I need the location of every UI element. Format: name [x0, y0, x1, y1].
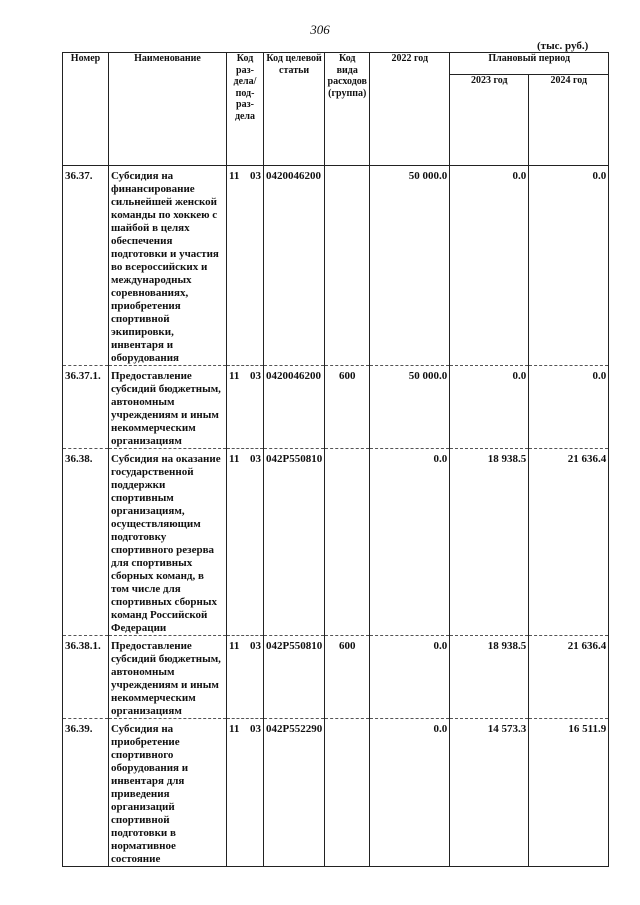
row-amount-2023: 14 573.3 — [450, 719, 529, 867]
row-amount-2024: 16 511.9 — [529, 719, 609, 867]
row-amount-2022: 0.0 — [370, 636, 450, 719]
row-subsection: 03 — [250, 370, 261, 382]
row-subsection: 03 — [250, 170, 261, 182]
row-section-code — [227, 166, 264, 366]
row-subsection: 03 — [250, 640, 261, 652]
table-row — [63, 366, 609, 449]
table-body — [63, 166, 609, 867]
row-target-code: 0420046200 — [264, 166, 325, 366]
row-name: Субсидия на финансирование сильнейшей женской команды по хоккею с шайбой в целях обеспечения подготовки и участия во всероссийских и международных соревнованиях, приобретения спортивной экипировки, инвентаря и оборудования — [109, 166, 227, 366]
units-label: (тыс. руб.) — [537, 40, 589, 52]
row-target-code: 042P552290 — [264, 719, 325, 867]
row-section-code — [227, 366, 264, 449]
budget-table — [62, 52, 609, 867]
row-target-code: 042P550810 — [264, 636, 325, 719]
table-row — [63, 166, 609, 366]
header-year-2023: 2023 год — [450, 75, 529, 166]
row-amount-2024: 21 636.4 — [529, 449, 609, 636]
page-number: 306 — [310, 22, 330, 37]
header-planning-period: Плановый период — [450, 53, 609, 75]
table-row — [63, 719, 609, 867]
row-amount-2023: 0.0 — [450, 166, 529, 366]
row-name: Субсидия на приобретение спортивного оборудования и инвентаря для приведения организаций спортивной подготовки в нормативное состояние — [109, 719, 227, 867]
header-expense-type: Код вида расходов (группа) — [325, 53, 370, 166]
row-amount-2024: 0.0 — [529, 366, 609, 449]
row-target-code: 0420046200 — [264, 366, 325, 449]
row-expense-type — [325, 449, 370, 636]
row-section: 11 — [229, 170, 240, 182]
row-amount-2022: 50 000.0 — [370, 166, 450, 366]
row-name: Предоставление субсидий бюджетным, автономным учреждениям и иным некоммерческим организациям — [109, 366, 227, 449]
row-amount-2023: 18 938.5 — [450, 636, 529, 719]
row-section-code — [227, 636, 264, 719]
row-subsection: 03 — [250, 453, 261, 465]
table-header — [63, 53, 609, 166]
row-expense-type — [325, 166, 370, 366]
row-amount-2024: 21 636.4 — [529, 636, 609, 719]
row-subsection: 03 — [250, 723, 261, 735]
header-year-2022: 2022 год — [370, 53, 450, 166]
row-target-code: 042P550810 — [264, 449, 325, 636]
row-number: 36.37. — [63, 166, 109, 366]
table-row — [63, 449, 609, 636]
row-section: 11 — [229, 723, 240, 735]
row-number: 36.37.1. — [63, 366, 109, 449]
row-section-code — [227, 719, 264, 867]
row-amount-2023: 0.0 — [450, 366, 529, 449]
header-name: Наименование — [109, 53, 227, 166]
row-section: 11 — [229, 370, 240, 382]
row-amount-2022: 50 000.0 — [370, 366, 450, 449]
row-expense-type: 600 — [325, 366, 370, 449]
row-section: 11 — [229, 640, 240, 652]
row-amount-2022: 0.0 — [370, 719, 450, 867]
row-number: 36.39. — [63, 719, 109, 867]
row-number: 36.38.1. — [63, 636, 109, 719]
row-amount-2023: 18 938.5 — [450, 449, 529, 636]
header-year-2024: 2024 год — [529, 75, 609, 166]
header-number: Номер — [63, 53, 109, 166]
row-section: 11 — [229, 453, 240, 465]
row-number: 36.38. — [63, 449, 109, 636]
header-section: Код раз- дела/ под- раз- дела — [227, 53, 264, 166]
row-amount-2024: 0.0 — [529, 166, 609, 366]
table-row — [63, 636, 609, 719]
header-target-code: Код целевой статьи — [264, 53, 325, 166]
row-name: Предоставление субсидий бюджетным, автономным учреждениям и иным некоммерческим организациям — [109, 636, 227, 719]
row-expense-type — [325, 719, 370, 867]
row-section-code — [227, 449, 264, 636]
row-amount-2022: 0.0 — [370, 449, 450, 636]
row-name: Субсидия на оказание государственной поддержки спортивным организациям, осуществляющим подготовку спортивного резерва для спортивных сборных команд, в том числе для спортивных сборных команд Российской Федерации — [109, 449, 227, 636]
row-expense-type: 600 — [325, 636, 370, 719]
